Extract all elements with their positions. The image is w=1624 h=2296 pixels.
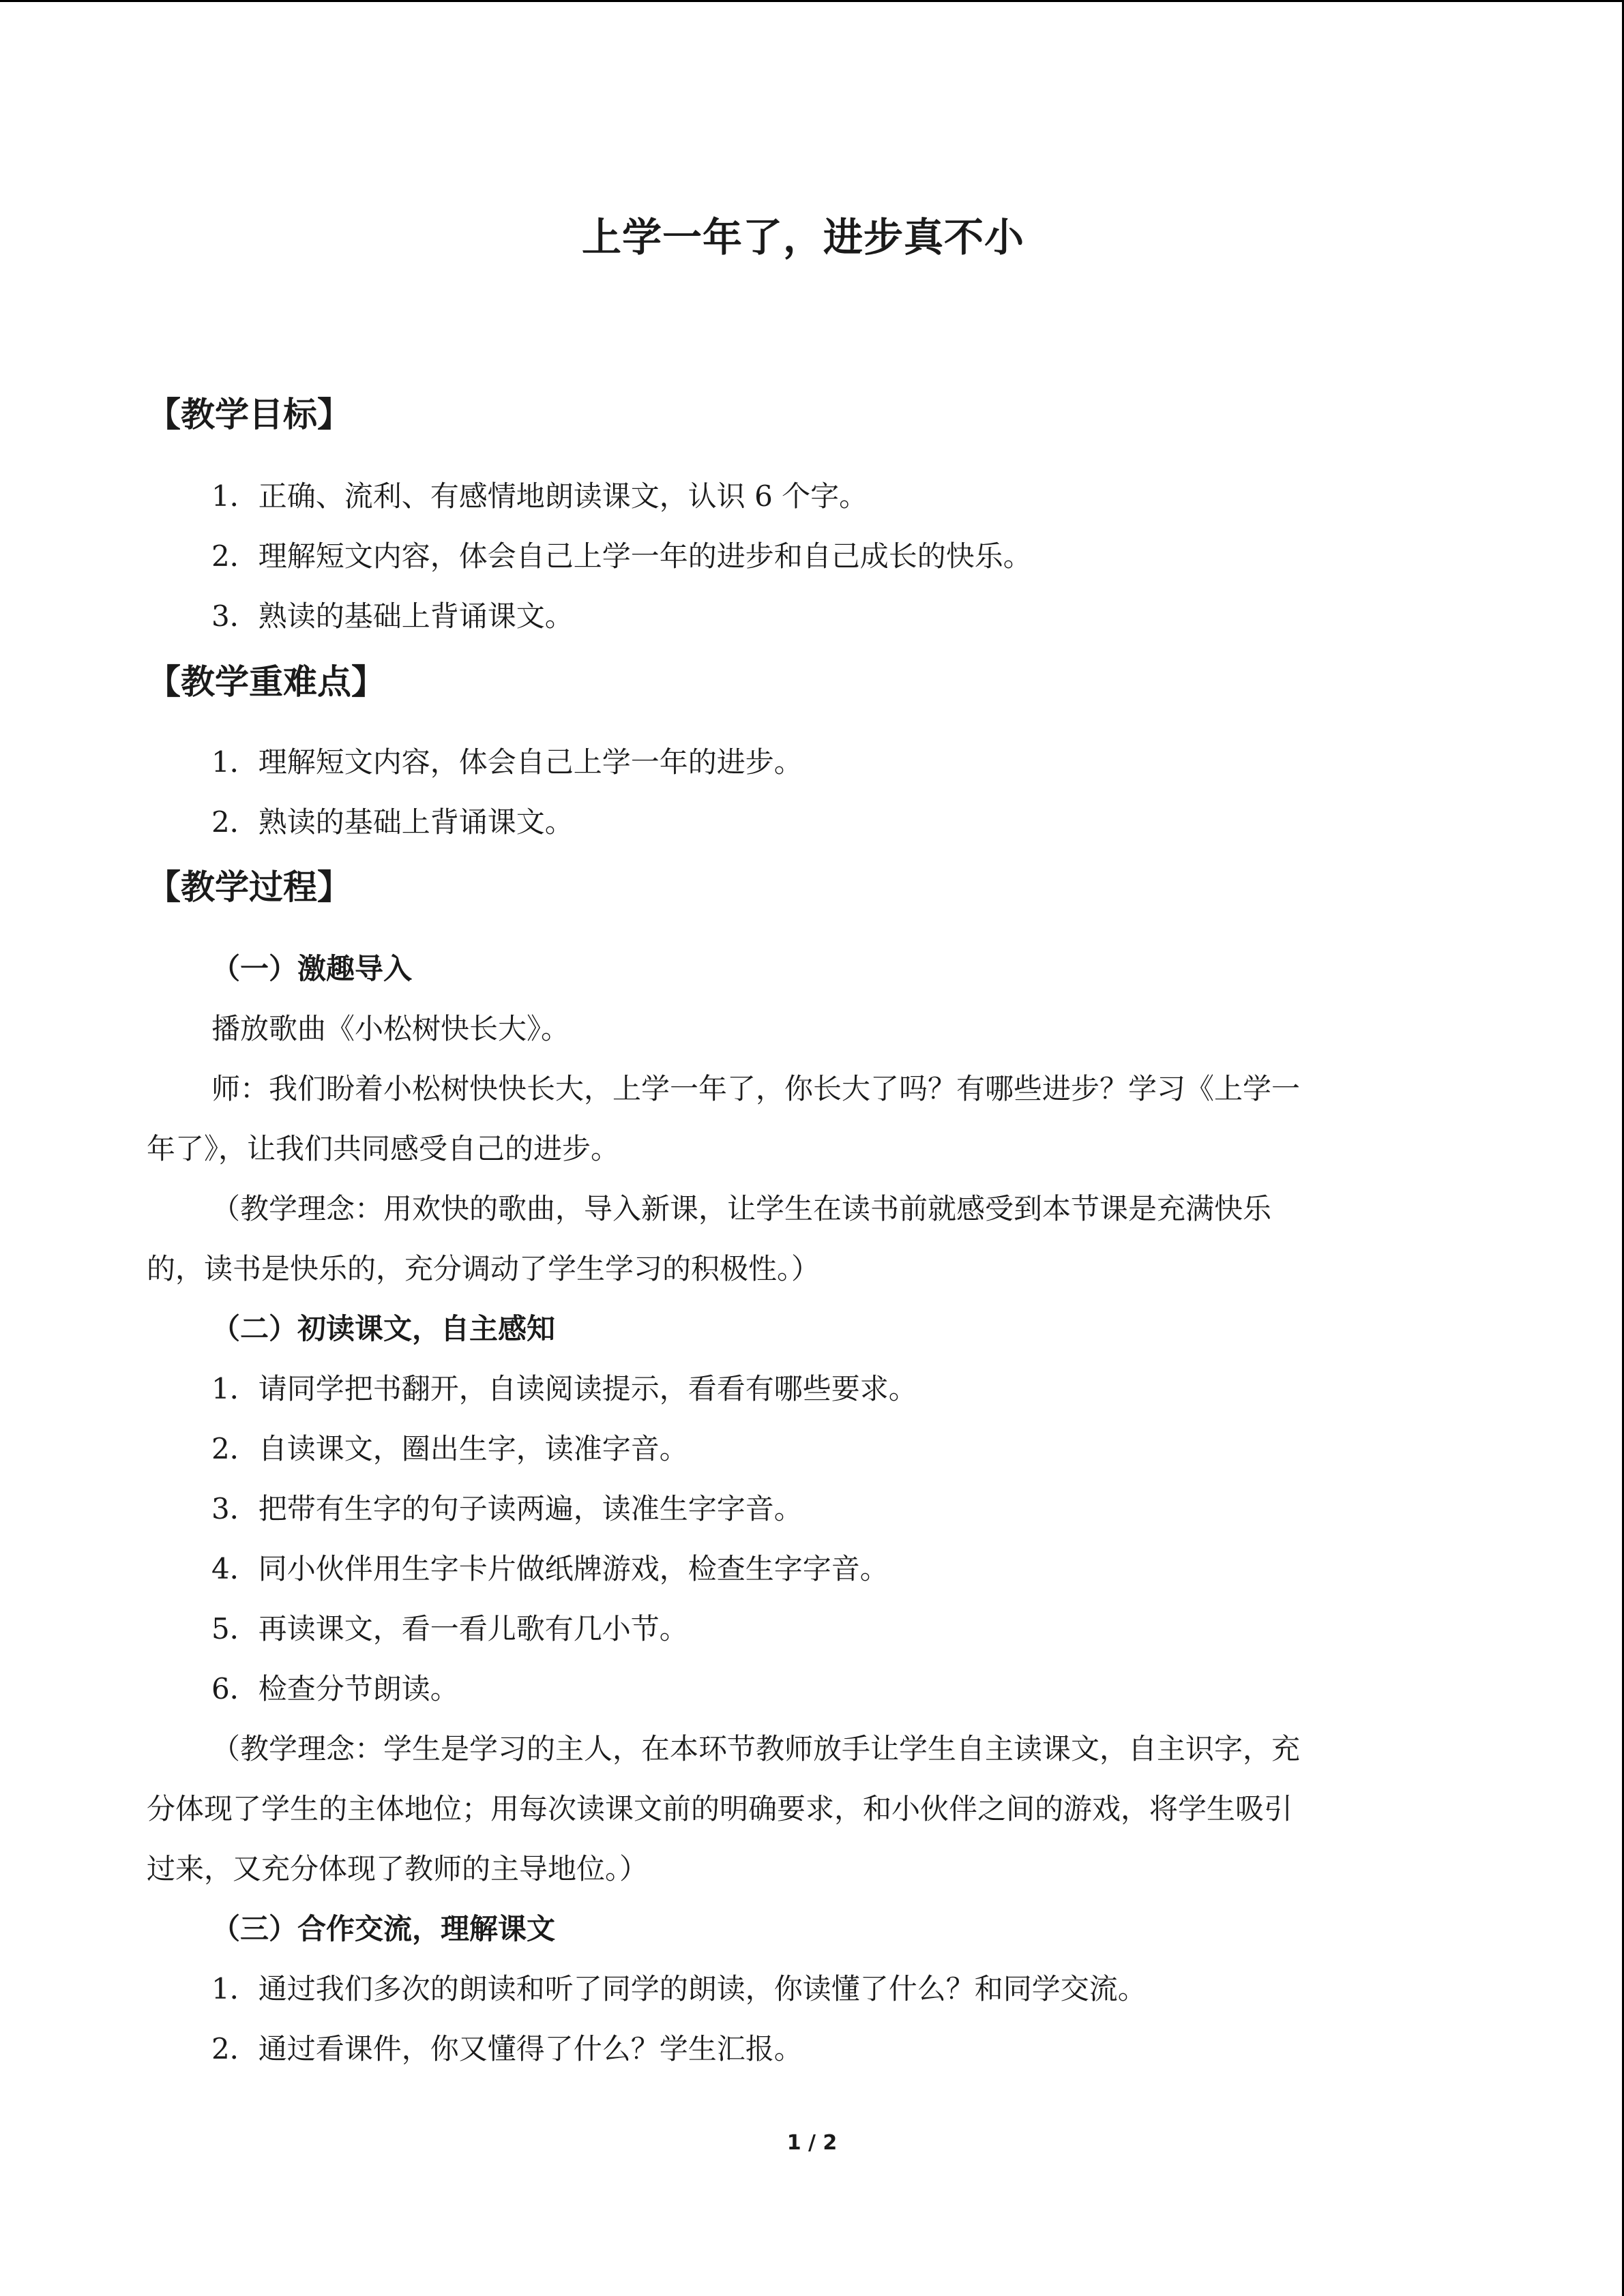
part2-item-1: 1．请同学把书翻开，自读阅读提示，看看有哪些要求。	[211, 1372, 917, 1405]
heading-teaching-goals: 【教学目标】	[147, 395, 351, 434]
part2-note-line2: 分体现了学生的主体地位；用每次读课文前的明确要求，和小伙伴之间的游戏，将学生吸引	[147, 1792, 1293, 1825]
part1-title: （一）激趣导入	[211, 952, 413, 985]
heading-teaching-process: 【教学过程】	[147, 867, 351, 907]
part2-title: （二）初读课文，自主感知	[211, 1312, 556, 1345]
part2-item-2: 2．自读课文，圈出生字，读准字音。	[211, 1432, 688, 1465]
part2-item-6: 6．检查分节朗读。	[211, 1672, 459, 1705]
heading-key-points: 【教学重难点】	[147, 662, 385, 702]
goal-item-2: 2．理解短文内容，体会自己上学一年的进步和自己成长的快乐。	[211, 539, 1032, 573]
goal-item-1: 1．正确、流利、有感情地朗读课文，认识 6 个字。	[211, 479, 868, 513]
part1-note-line2: 的，读书是快乐的，充分调动了学生学习的积极性。）	[147, 1252, 821, 1285]
part3-item-2: 2．通过看课件，你又懂得了什么？学生汇报。	[211, 2032, 803, 2066]
key-point-item-2: 2．熟读的基础上背诵课文。	[211, 805, 574, 839]
part2-item-4: 4．同小伙伴用生字卡片做纸牌游戏，检查生字字音。	[211, 1552, 889, 1585]
part1-paragraph-1: 播放歌曲《小松树快长大》。	[211, 1012, 570, 1045]
key-point-item-1: 1．理解短文内容，体会自己上学一年的进步。	[211, 745, 803, 779]
part1-note-line1: （教学理念：用欢快的歌曲，导入新课，让学生在读书前就感受到本节课是充满快乐	[211, 1192, 1272, 1225]
document-title: 上学一年了，进步真不小	[581, 214, 1024, 260]
part2-note-line3: 过来，又充分体现了教师的主导地位。）	[147, 1852, 649, 1885]
part1-paragraph-2-line1: 师：我们盼着小松树快快长大，上学一年了，你长大了吗？有哪些进步？学习《上学一	[211, 1072, 1301, 1105]
part2-item-5: 5．再读课文，看一看儿歌有几小节。	[211, 1612, 688, 1645]
part3-item-1: 1．通过我们多次的朗读和听了同学的朗读，你读懂了什么？和同学交流。	[211, 1972, 1147, 2006]
part3-title: （三）合作交流，理解课文	[211, 1912, 556, 1945]
goal-item-3: 3．熟读的基础上背诵课文。	[211, 599, 574, 633]
part2-item-3: 3．把带有生字的句子读两遍，读准生字字音。	[211, 1492, 803, 1525]
part1-paragraph-2-line2: 年了》，让我们共同感受自己的进步。	[147, 1132, 620, 1165]
page-indicator: 1 / 2	[786, 2131, 838, 2155]
part2-note-line1: （教学理念：学生是学习的主人，在本环节教师放手让学生自主读课文，自主识字，充	[211, 1732, 1301, 1765]
